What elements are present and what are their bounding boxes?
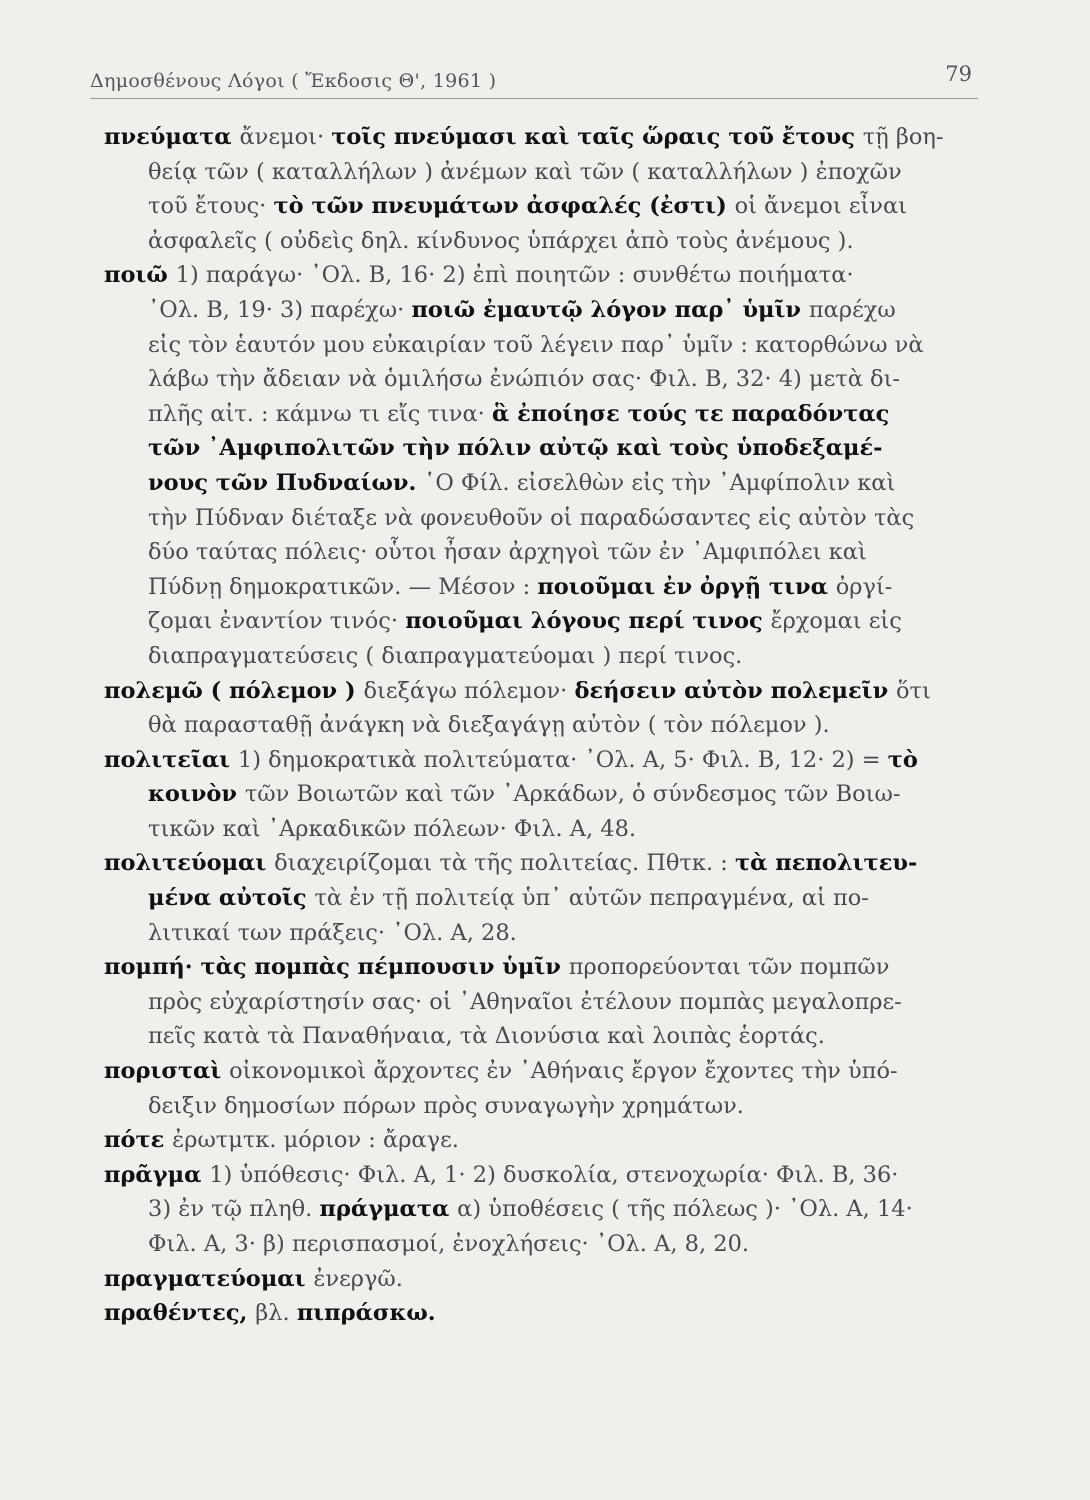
definition-text: δύο ταύτας πόλεις· οὗτοι ἦσαν ἀρχηγοὶ τῶν ἐν ᾽Αμφιπόλει καὶ [148, 539, 867, 566]
entry-continuation-line [104, 985, 964, 1020]
bold-term: τὸ [887, 746, 918, 773]
entry-continuation-line [104, 812, 964, 847]
entry-headword-line [104, 1054, 964, 1089]
definition-text: διαχειρίζομαι τὰ τῆς πολιτείας. Πθτκ. : [274, 850, 735, 877]
bold-term: πνεύματα [104, 124, 240, 150]
definition-text: τῇ βοη- [862, 124, 944, 150]
definition-text: λιτικαί των πράξεις· ᾽Ολ. Α, 28. [148, 919, 517, 946]
definition-text: πεῖς κατὰ τὰ Παναθήναια, τὰ Διονύσια καὶ λοιπὰς ἑορτάς. [148, 1023, 825, 1050]
definition-text: α) ὑποθέσεις ( τῆς πόλεως )· ᾽Ολ. Α, 14· [457, 1196, 913, 1223]
definition-text: διεξάγω πόλεμον· [363, 677, 575, 704]
entry-continuation-line [104, 604, 964, 639]
definition-text: ἔρχομαι εἰς [770, 608, 902, 635]
entry-continuation-line [104, 501, 964, 536]
definition-text: παρέχω [808, 296, 896, 323]
entry-continuation-line [104, 362, 964, 397]
definition-text: 1) δημοκρατικὰ πολιτεύματα· ᾽Ολ. Α, 5· Φιλ. Β, 12· 2) = [237, 746, 888, 773]
definition-text: τοῦ ἔτους· [148, 193, 274, 220]
definition-text: ὅτι [896, 677, 931, 704]
entry-continuation-line [104, 224, 964, 259]
entry-continuation-line [104, 1227, 964, 1262]
definition-text: προπορεύονται τῶν πομπῶν [568, 954, 890, 981]
definition-text: τικῶν καὶ ᾽Αρκαδικῶν πόλεων· Φιλ. Α, 48. [148, 815, 637, 842]
bold-term: κοινὸν [148, 781, 245, 808]
definition-text: διαπραγματεύσεις ( διαπραγματεύομαι ) περί τινος. [148, 642, 743, 669]
entry-continuation-line [104, 916, 964, 951]
definition-text: θείᾳ τῶν ( καταλλήλων ) ἀνέμων καὶ τῶν ( καταλλήλων ) ἐποχῶν [148, 158, 902, 185]
bold-term: πομπή· τὰς πομπὰς πέμπουσιν ὑμῖν [104, 954, 569, 981]
definition-text: Φιλ. Α, 3· β) περισπασμοί, ἐνοχλήσεις· ᾽Ολ. Α, 8, 20. [148, 1231, 750, 1257]
definition-text: πλῆς αἰτ. : κάμνω τι εἴς τινα· [148, 400, 492, 427]
bold-term: ἃ ἐποίησε τούς τε παραδόντας [491, 400, 890, 427]
bold-term: πότε [104, 1127, 173, 1154]
definition-text: τῶν Βοιωτῶν καὶ τῶν ᾽Αρκάδων, ὁ σύνδεσμος τῶν Βοιω- [244, 781, 901, 808]
definition-text: ἐρωτμτκ. μόριον : ἄραγε. [172, 1127, 459, 1154]
bold-term: μένα αὐτοῖς [148, 885, 315, 912]
running-header [90, 62, 978, 99]
definition-text: οἱ ἄνεμοι εἶναι [734, 193, 907, 220]
entry-headword-line [104, 846, 964, 881]
definition-text: τὴν Πύδναν διέταξε νὰ φονευθοῦν οἱ παραδώσαντες εἰς αὐτὸν τὰς [148, 504, 915, 531]
definition-text: 1) ὑπόθεσις· Φιλ. Α, 1· 2) δυσκολία, στενοχωρία· Φιλ. Β, 36· [209, 1161, 899, 1188]
page-number: 79 [945, 62, 972, 86]
entry-continuation-line [104, 155, 964, 190]
entry-continuation-line [104, 1192, 964, 1227]
bold-term: πιπράσκω. [296, 1300, 436, 1327]
definition-text: Πύδνῃ δημοκρατικῶν. — Μέσον : [148, 573, 538, 600]
bold-term: ποιῶ [104, 262, 176, 289]
definition-text: οἰκονομικοὶ ἄρχοντες ἐν ᾽Αθήναις ἔργον ἔχοντες τὴν ὑπό- [229, 1058, 898, 1085]
bold-term: δεήσειν αὐτὸν πολεμεῖν [574, 677, 897, 704]
entry-continuation-line [104, 1089, 964, 1124]
definition-text: εἰς τὸν ἑαυτόν μου εὐκαιρίαν τοῦ λέγειν παρ᾽ ὑμῖν : κατορθώνω νὰ [148, 331, 924, 358]
definition-text: θὰ παρασταθῇ ἀνάγκη νὰ διεξαγάγῃ αὐτὸν ( τὸν πόλεμον ). [148, 712, 830, 739]
entry-continuation-line [104, 431, 964, 466]
entry-headword-line [104, 1296, 964, 1331]
bold-term: πολιτεῖαι [104, 746, 238, 773]
bold-term: νους τῶν Πυδναίων. [148, 469, 425, 496]
definition-text: ἀσφαλεῖς ( οὐδεὶς δηλ. κίνδυνος ὑπάρχει ἀπὸ τοὺς ἀνέμους ). [148, 227, 854, 254]
entry-headword-line [104, 674, 964, 709]
definition-text: ἐνεργῶ. [313, 1265, 403, 1292]
definition-text: πρὸς εὐχαρίστησίν σας· οἱ ᾽Αθηναῖοι ἐτέλουν πομπὰς μεγαλοπρε- [148, 988, 902, 1015]
bold-term: πραγματεύομαι [104, 1265, 314, 1292]
entry-headword-line [104, 258, 964, 293]
entry-headword-line [104, 1262, 964, 1297]
bold-term: τὰ πεπολιτευ- [734, 850, 918, 877]
definition-text: τὰ ἐν τῇ πολιτείᾳ ὑπ᾽ αὐτῶν πεπραγμένα, αἱ πο- [314, 885, 869, 912]
bold-term: ποιοῦμαι ἐν ὀργῇ τινα [537, 573, 836, 600]
bold-term: τὸ τῶν πνευμάτων ἀσφαλές (ἐστι) [273, 193, 735, 220]
definition-text: 1) παράγω· ᾽Ολ. Β, 16· 2) ἐπὶ ποιητῶν : συνθέτω ποιήματα· [175, 262, 854, 289]
entry-continuation-line [104, 570, 964, 605]
entry-continuation-line [104, 535, 964, 570]
entry-continuation-line [104, 708, 964, 743]
entry-headword-line [104, 950, 964, 985]
definition-text: βλ. [255, 1300, 297, 1327]
entry-continuation-line [104, 293, 964, 328]
entry-headword-line [104, 1158, 964, 1193]
glossary-body [104, 120, 964, 1331]
entry-headword-line [104, 120, 964, 155]
definition-text: ὀργί- [835, 573, 893, 600]
definition-text: ζομαι ἐναντίον τινός· [148, 608, 406, 635]
definition-text: δειξιν δημοσίων πόρων πρὸς συναγωγὴν χρημάτων. [148, 1092, 744, 1119]
entry-continuation-line [104, 639, 964, 674]
entry-continuation-line [104, 777, 964, 812]
bold-term: τῶν ᾽Αμφιπολιτῶν τὴν πόλιν αὐτῷ καὶ τοὺς ὑποδεξαμέ- [148, 435, 883, 462]
bold-term: πορισταὶ [104, 1058, 230, 1085]
entry-continuation-line [104, 466, 964, 501]
definition-text: 3) ἐν τῷ πληθ. [148, 1196, 320, 1223]
entry-continuation-line [104, 881, 964, 916]
entry-headword-line [104, 743, 964, 778]
definition-text: λάβω τὴν ἄδειαν νὰ ὁμιλήσω ἐνώπιόν σας· Φιλ. Β, 32· 4) μετὰ δι- [148, 366, 901, 393]
bold-term: πολεμῶ ( πόλεμον ) [104, 677, 364, 704]
entry-continuation-line [104, 189, 964, 224]
definition-text: ᾽Ολ. Β, 19· 3) παρέχω· [148, 296, 412, 323]
entry-continuation-line [104, 1019, 964, 1054]
entry-continuation-line [104, 397, 964, 432]
bold-term: ποιῶ ἐμαυτῷ λόγον παρ᾽ ὑμῖν [411, 296, 809, 323]
definition-text: ῾Ο Φίλ. εἰσελθὼν εἰς τὴν ᾽Αμφίπολιν καὶ [424, 469, 896, 496]
running-title: Δημοσθένους Λόγοι ( Ἔκδοσις Θ', 1961 ) [90, 70, 497, 92]
entry-headword-line [104, 1123, 964, 1158]
bold-term: πράγματα [319, 1196, 458, 1223]
definition-text: ἄνεμοι· [239, 124, 332, 150]
bold-term: πολιτεύομαι [104, 850, 275, 877]
bold-term: τοῖς πνεύμασι καὶ ταῖς ὥραις τοῦ ἔτους [331, 124, 863, 150]
bold-term: πραθέντες, [104, 1300, 256, 1327]
entry-continuation-line [104, 328, 964, 363]
bold-term: ποιοῦμαι λόγους περί τινος [405, 608, 771, 635]
bold-term: πρᾶγμα [104, 1161, 210, 1188]
